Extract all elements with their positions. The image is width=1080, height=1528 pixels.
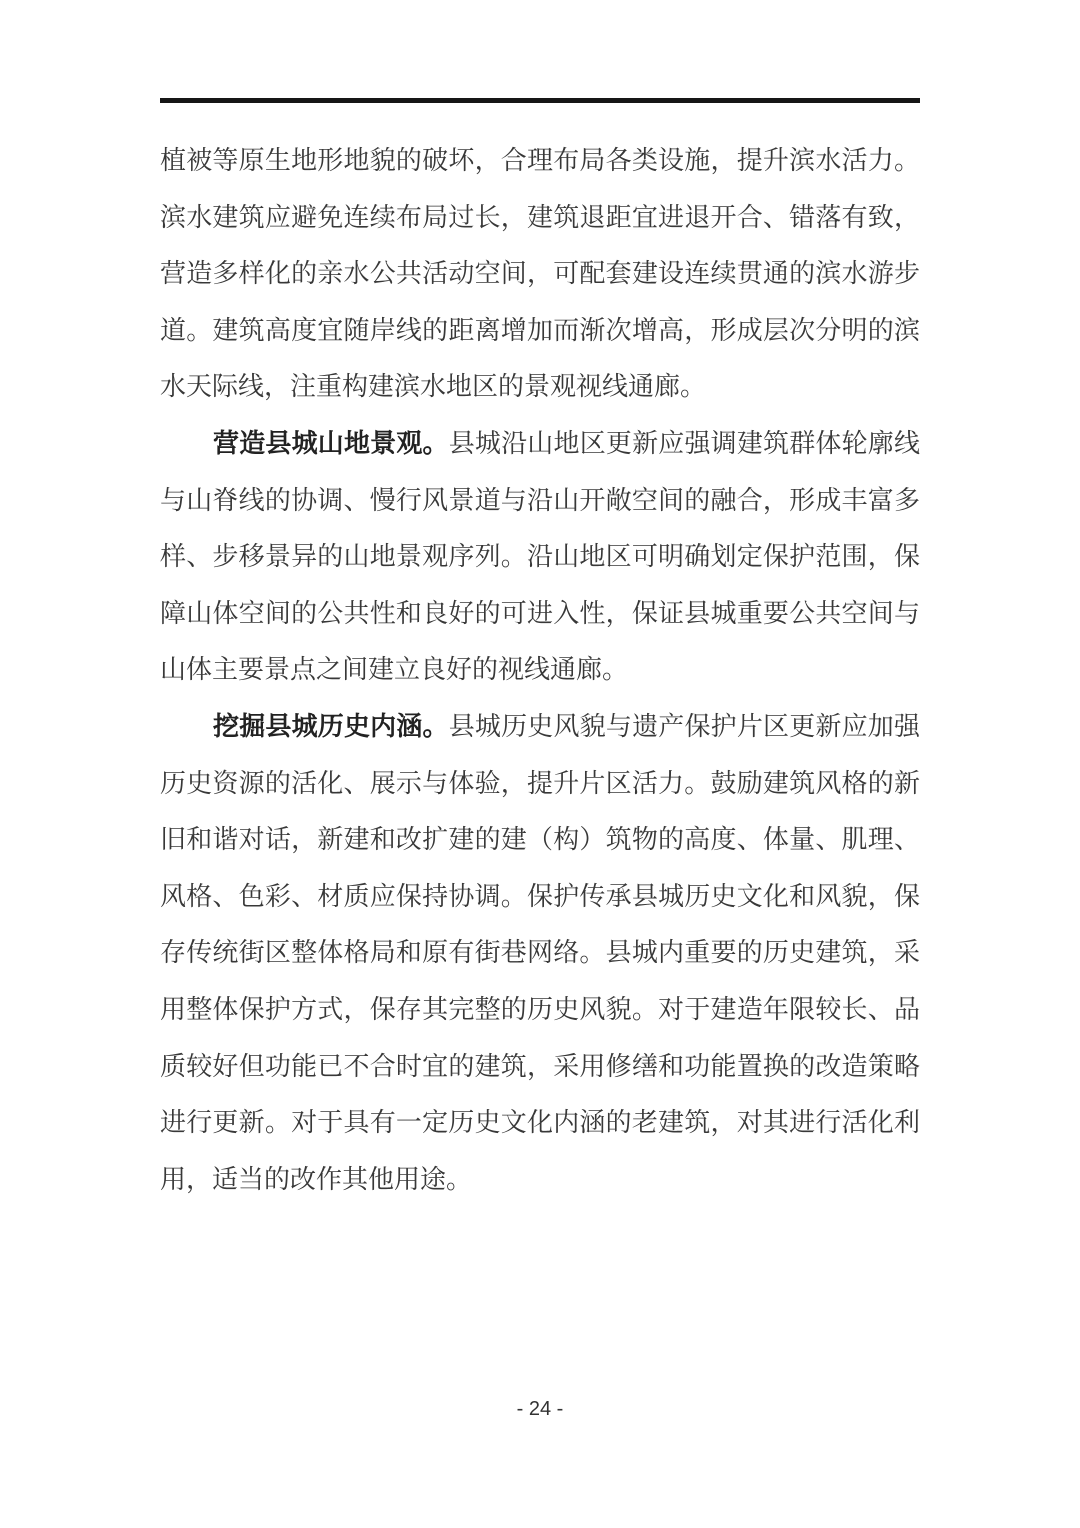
page-number: - 24 - [516,1398,564,1420]
text-line: 风格、色彩、材质应保持协调。保护传承县城历史文化和风貌，保 [160,881,920,911]
text-line: 与山脊线的协调、慢行风景道与沿山开敞空间的融合，形成丰富多 [160,485,920,515]
text-line: 用整体保护方式，保存其完整的历史风貌。对于建造年限较长、品 [160,994,920,1024]
text-line: 进行更新。对于具有一定历史文化内涵的老建筑，对其进行活化利 [160,1108,920,1138]
text-line: 植被等原生地形地貌的破坏，合理布局各类设施，提升滨水活力。 [160,146,920,175]
paragraph-heading: 营造县城山地景观。 [213,428,449,458]
text-run: 县城沿山地区更新应强调建筑群体轮廓线 [448,428,920,458]
text-line: 历史资源的活化、展示与体验，提升片区活力。鼓励建筑风格的新 [160,768,920,798]
text-line: 营造多样化的亲水公共活动空间，可配套建设连续贯通的滨水游步 [160,259,920,289]
text-line: 水天际线，注重构建滨水地区的景观视线通廊。 [160,372,707,402]
text-line [160,416,920,473]
text-line: 存传统街区整体格局和原有街巷网络。县城内重要的历史建筑，采 [160,938,920,968]
text-line: 滨水建筑应避免连续布局过长，建筑退距宜进退开合、错落有致， [160,202,920,232]
text-line: 用，适当的改作其他用途。 [160,1164,473,1194]
text-line: 道。建筑高度宜随岸线的距离增加而渐次增高，形成层次分明的滨 [160,315,920,345]
text-line: 样、步移景异的山地景观序列。沿山地区可明确划定保护范围，保 [160,542,920,572]
header-rule [160,98,920,103]
text-line: 障山体空间的公共性和良好的可进入性，保证县城重要公共空间与 [160,598,920,628]
text-line: 山体主要景点之间建立良好的视线通廊。 [160,655,629,685]
text-run: 县城历史风貌与遗产保护片区更新应加强 [448,711,920,741]
text-line [160,699,920,756]
text-line: 旧和谐对话，新建和改扩建的建（构）筑物的高度、体量、肌理、 [160,825,920,855]
text-line: 质较好但功能已不合时宜的建筑，采用修缮和功能置换的改造策略 [160,1051,920,1081]
document-body [160,133,920,1208]
paragraph-heading: 挖掘县城历史内涵。 [213,711,449,741]
